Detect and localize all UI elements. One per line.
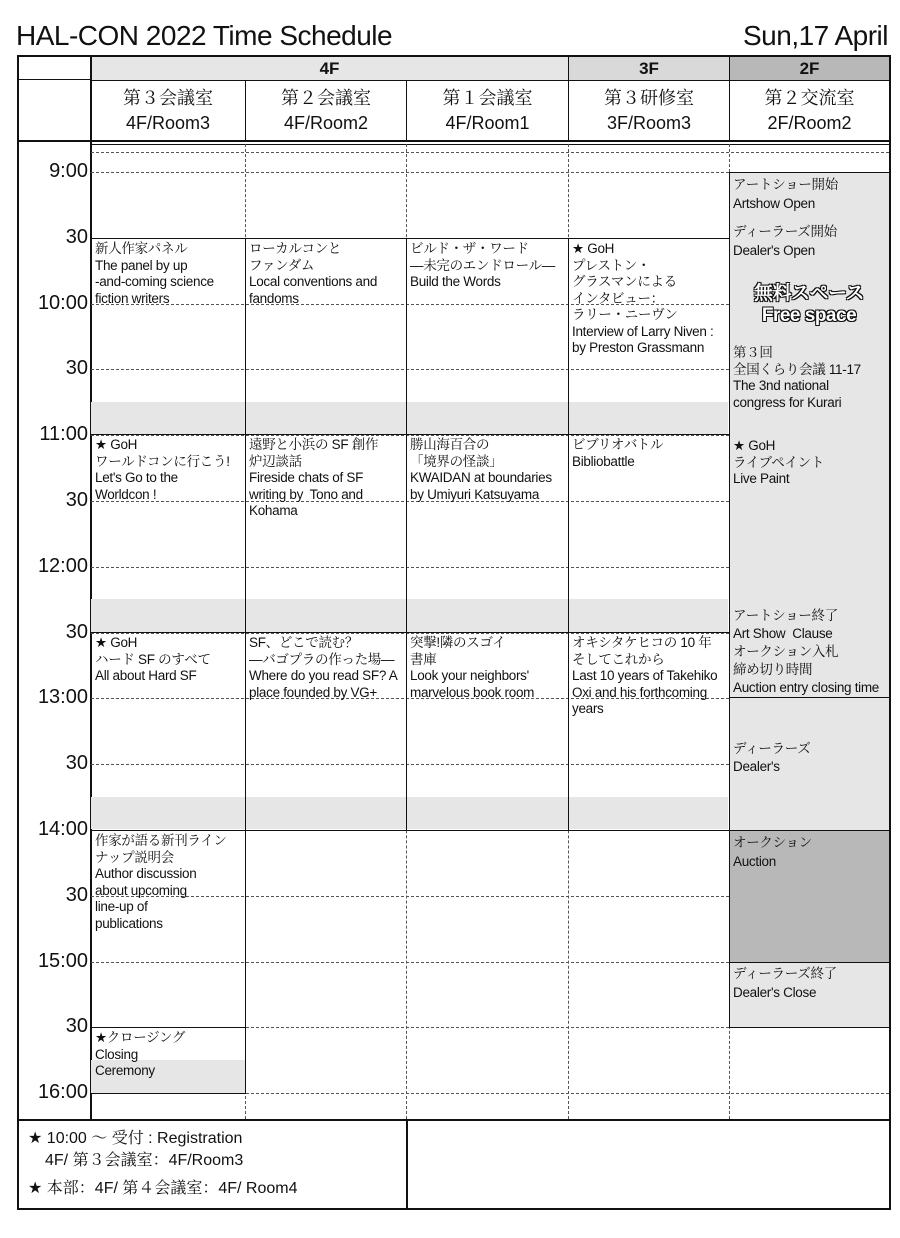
time-label: 10:00: [37, 292, 88, 314]
time-label: 30: [65, 1015, 88, 1037]
time-label: 30: [65, 621, 88, 643]
event-fireside-chats: 遠野と小浜の SF 創作 炉辺談話 Fireside chats of SF writing by Tono and Kohama: [249, 437, 379, 518]
room-header-4f-room3: [90, 80, 245, 140]
room-header-4f-room1: [406, 80, 568, 140]
room-jp: 第２交流室: [764, 87, 855, 108]
room-jp: 第３会議室: [123, 87, 213, 108]
time-label: 13:00: [37, 686, 88, 708]
room-en: 4F/Room3: [125, 112, 211, 133]
event-auction: オークション Auction: [733, 835, 812, 869]
room-header-4f-room2: [245, 80, 406, 140]
event-new-writers-panel: 新人作家パネル The panel by up -and-coming science fiction writers: [95, 241, 214, 306]
event-artshow-close: アートショー終了 Art Show Clause オークション入札 締め切り時間 Auction entry closing time: [733, 608, 880, 695]
footer-top-line: [17, 1119, 891, 1121]
floor-3f: 3F: [568, 57, 729, 80]
event-closing-ceremony: ★クロージング Closing Ceremony: [95, 1030, 186, 1078]
time-label: 30: [65, 357, 88, 379]
time-label: 9:00: [49, 160, 88, 182]
event-artshow-open: アートショー開始 Artshow Open: [733, 177, 838, 211]
page-title: HAL-CON 2022 Time Schedule: [16, 20, 393, 51]
time-label: 12:00: [37, 555, 88, 577]
room-en: 2F/Room2: [767, 112, 852, 133]
event-author-lineup: 作家が語る新刊ライン ナップ説明会 Author discussion about upcoming line-up of publications: [95, 833, 227, 931]
event-larry-niven-interview: ★ GoH プレストン・ グラスマンによる インタビュー： ラリー・ニーヴン Interview of Larry Niven : by Preston Grassmann: [572, 241, 714, 355]
free-space-label: 無料スペース Free space: [753, 283, 865, 326]
schedule-date: Sun,17 April: [743, 20, 888, 51]
footer-divider: [406, 1119, 408, 1209]
event-kurari-congress: 第３回 全国くらり会議 11-17 The 3nd national congress for Kurari: [733, 345, 861, 410]
event-dealers-open: ディーラーズ開始 Dealer's Open: [733, 224, 837, 258]
event-dealers: ディーラーズ Dealer's: [733, 741, 811, 774]
time-label: 11:00: [39, 423, 88, 445]
event-local-conventions: ローカルコンと ファンダム Local conventions and fandoms: [249, 241, 378, 306]
room-jp: 第２会議室: [281, 87, 371, 108]
time-label: 16:00: [37, 1081, 88, 1103]
room-header-3f-room3: [568, 80, 729, 140]
registration-note: ★ 10:00 ～ 受付 : Registration: [28, 1130, 243, 1147]
time-label: 14:00: [37, 818, 88, 840]
gridline: [91, 152, 889, 153]
event-dealers-close: ディーラーズ終了 Dealer's Close: [733, 966, 837, 1000]
event-where-read-sf: SF、どこで読む？ ―バゴプラの作った場― Where do you read SF? A place founded by VG+: [249, 635, 398, 700]
event-worldcon: ★ GoH ワールドコンに行こう! Let's Go to the Worldcon !: [95, 437, 230, 502]
event-live-paint: ★ GoH ライブペイント Live Paint: [733, 438, 825, 486]
room-en: 3F/Room3: [606, 112, 692, 133]
room-jp: 第１会議室: [442, 87, 533, 108]
time-label: 30: [65, 752, 88, 774]
time-label: 30: [65, 884, 88, 906]
time-label: 15:00: [37, 950, 88, 972]
time-label: 30: [65, 226, 88, 248]
floor-4f: 4F: [90, 57, 568, 80]
floor-2f: 2F: [729, 57, 889, 80]
room-jp: 第３研修室: [604, 87, 694, 108]
registration-room-note: 4F/ 第３会議室：4F/Room3: [45, 1152, 244, 1169]
room-en: 4F/Room1: [445, 112, 530, 133]
header-bottom-line-2: [90, 144, 889, 145]
event-kwaidan: 勝山海百合の 「境界の怪談」 KWAIDAN at boundaries by Umiyuri Katsuyama: [410, 437, 552, 502]
time-label: 30: [65, 489, 88, 511]
event-hard-sf: ★ GoH ハード SF のすべて All about Hard SF: [95, 635, 211, 683]
event-build-the-words: ビルド・ザ・ワード ―未完のエンドロール― Build the Words: [410, 241, 555, 289]
room-en: 4F/Room2: [283, 112, 369, 133]
room-header-2f-room2: [729, 80, 889, 140]
event-book-room: 突撃!隣のスゴイ 書庫 Look your neighbors' marvelous book room: [410, 635, 535, 700]
header-divider: [17, 79, 90, 80]
headquarters-note: ★ 本部：4F/ 第４会議室：4F/ Room4: [28, 1180, 298, 1197]
event-bibliobattle: ビブリオバトル Bibliobattle: [572, 437, 664, 469]
event-takehiko-oxi: オキシタケヒコの 10 年 そしてこれから Last 10 years of Takehiko Oxi and his forthcoming years: [572, 635, 718, 716]
header-bottom-line: [17, 140, 891, 142]
